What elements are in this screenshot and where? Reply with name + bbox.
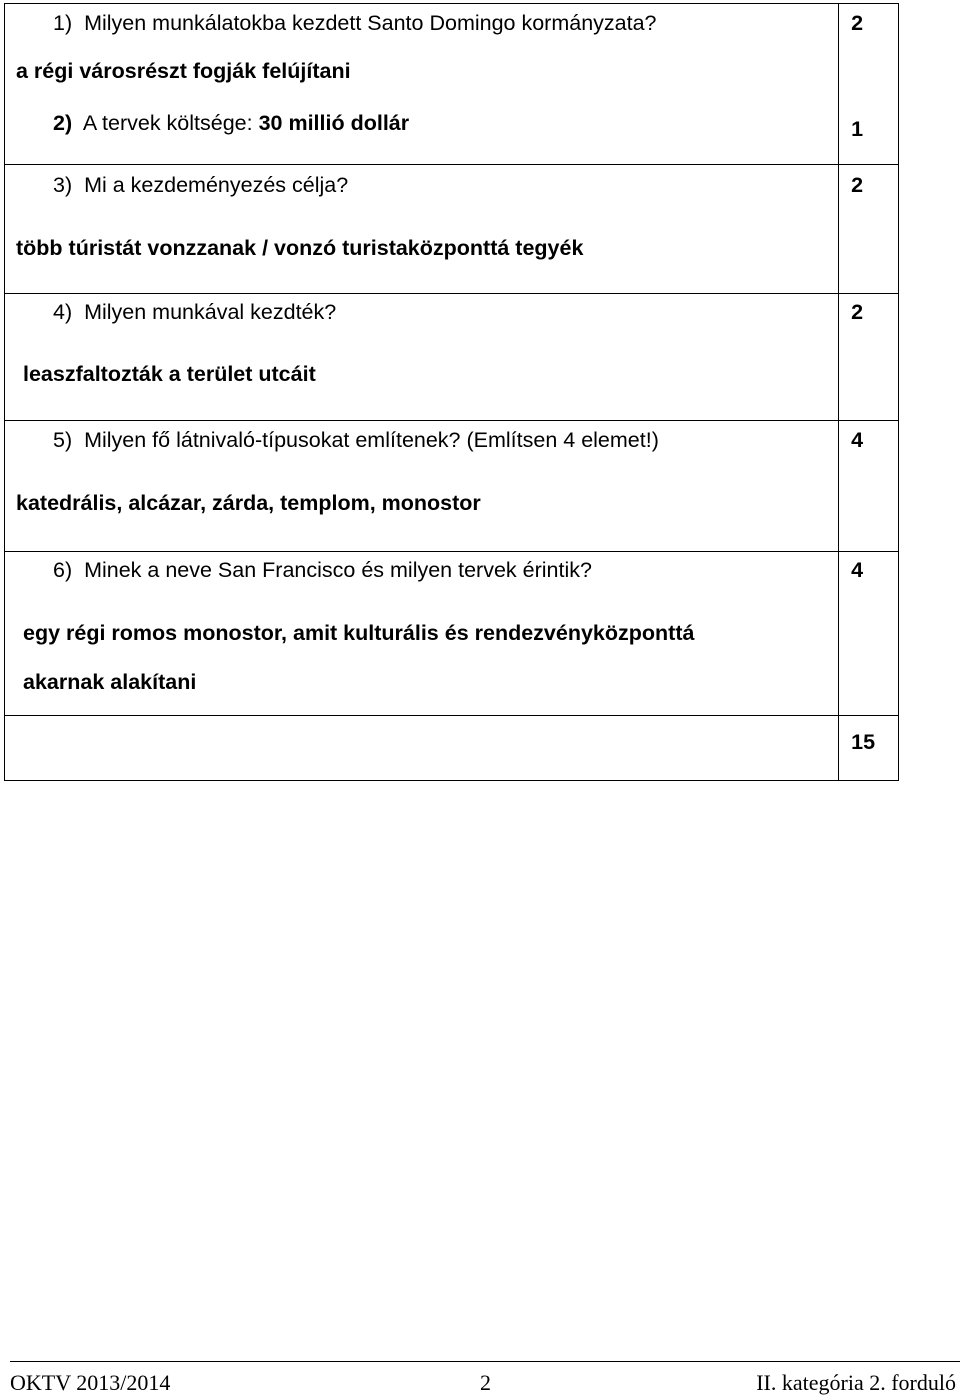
question-1: 1) Milyen munkálatokba kezdett Santo Domingo kormányzata? <box>53 11 657 35</box>
answer-5: katedrális, alcázar, zárda, templom, monostor <box>16 491 481 515</box>
answer-4: leaszfaltozták a terület utcáit <box>23 362 316 386</box>
points-5: 4 <box>851 428 864 452</box>
points-3: 2 <box>851 173 864 197</box>
points-2: 1 <box>851 117 864 141</box>
table-row <box>5 294 898 421</box>
question-cell <box>5 294 838 420</box>
points-1: 2 <box>851 11 864 35</box>
table-row <box>5 552 898 716</box>
points-cell <box>838 4 898 164</box>
table-row <box>5 4 898 165</box>
question-4: 4) Milyen munkával kezdték? <box>53 300 337 324</box>
question-5: 5) Milyen fő látnivaló-típusokat említenek? (Említsen 4 elemet!) <box>53 428 659 452</box>
points-6: 4 <box>851 558 864 582</box>
points-cell <box>838 421 898 551</box>
table-row <box>5 165 898 294</box>
points-cell <box>838 552 898 715</box>
answer-1: a régi városrészt fogják felújítani <box>16 59 351 83</box>
table-row <box>5 421 898 552</box>
footer-competition: OKTV 2013/2014 <box>10 1370 171 1395</box>
question-cell <box>5 421 838 551</box>
question-cell <box>5 552 838 715</box>
footer-page-number: 2 <box>480 1370 491 1395</box>
answer-6-line-2: akarnak alakítani <box>23 670 197 694</box>
total-points: 15 <box>851 730 876 754</box>
footer-category: II. kategória 2. forduló <box>756 1370 956 1395</box>
question-cell <box>5 4 838 164</box>
answer-6-line-1: egy régi romos monostor, amit kulturális és rendezvényközponttá <box>23 621 695 645</box>
question-6: 6) Minek a neve San Francisco és milyen tervek érintik? <box>53 558 592 582</box>
page-footer <box>10 1361 960 1395</box>
points-cell <box>838 165 898 293</box>
points-cell <box>838 294 898 420</box>
answer-key-table <box>4 3 899 781</box>
question-2: 2) A tervek költsége: 30 millió dollár <box>53 111 410 135</box>
points-4: 2 <box>851 300 864 324</box>
question-3: 3) Mi a kezdeményezés célja? <box>53 173 349 197</box>
total-points-cell <box>838 716 898 780</box>
empty-cell <box>5 716 838 780</box>
total-row <box>5 716 898 780</box>
question-cell <box>5 165 838 293</box>
answer-3: több túristát vonzzanak / vonzó turistaközponttá tegyék <box>16 236 584 260</box>
